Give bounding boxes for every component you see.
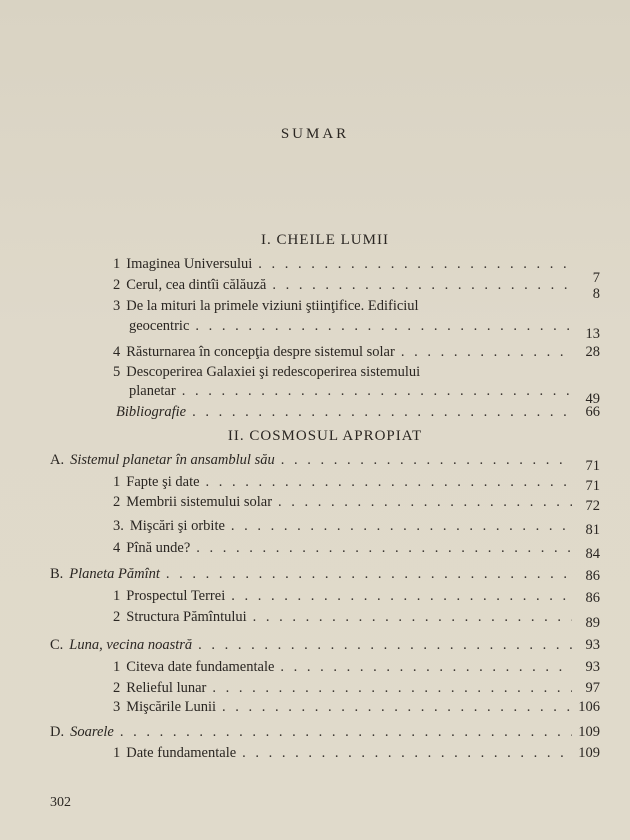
entry-number: 3	[113, 298, 121, 314]
toc-group-b	[50, 566, 600, 582]
toc-entry	[113, 699, 600, 715]
leader-dots	[231, 588, 572, 604]
entry-number: 1	[113, 474, 121, 490]
leader-dots	[253, 609, 572, 625]
entry-number: 1	[113, 588, 121, 604]
entry-label: Pînă unde?	[126, 540, 191, 556]
leader-dots	[278, 494, 572, 510]
entry-label: Fapte şi date	[126, 474, 200, 490]
entry-label: Membrii sistemului solar	[126, 494, 273, 510]
leader-dots	[272, 277, 572, 293]
toc-entry	[113, 745, 600, 761]
section-heading-part1: I. CHEILE LUMII	[261, 232, 389, 248]
entry-page: 93	[585, 659, 600, 675]
toc-group-a	[50, 452, 600, 474]
entry-page: 49	[585, 391, 600, 407]
entry-label: Cerul, cea dintîi călăuză	[126, 277, 267, 293]
toc-entry	[113, 588, 600, 604]
entry-number: 2	[113, 680, 121, 696]
entry-label: Mişcări şi orbite	[129, 518, 225, 534]
group-letter: D.	[50, 724, 65, 740]
toc-entry-continuation	[129, 318, 600, 342]
toc-entry	[113, 474, 600, 494]
leader-dots	[242, 745, 572, 761]
entry-number: 3.	[113, 518, 124, 534]
entry-label: Bibliografie	[116, 404, 187, 420]
entry-page: 81	[585, 522, 600, 538]
leader-dots	[401, 344, 572, 360]
leader-dots	[182, 383, 572, 399]
leader-dots	[198, 637, 572, 653]
entry-number: 4	[113, 540, 121, 556]
leader-dots	[231, 518, 572, 534]
entry-page: 28	[585, 344, 600, 360]
group-label: Planeta Pămînt	[69, 566, 160, 582]
entry-label: Mişcările Lunii	[126, 699, 217, 715]
toc-entry	[113, 518, 600, 538]
group-page: 86	[585, 568, 600, 584]
toc-entry	[113, 609, 600, 631]
toc-entry	[113, 298, 600, 314]
leader-dots	[166, 566, 572, 582]
entry-label: Relieful lunar	[126, 680, 207, 696]
entry-number: 2	[113, 277, 121, 293]
group-label: Soarele	[70, 724, 114, 740]
leader-dots	[280, 659, 572, 675]
entry-page: 89	[585, 615, 600, 631]
entry-label: Imaginea Universului	[126, 256, 253, 272]
entry-page: 97	[585, 680, 600, 696]
entry-number: 3	[113, 699, 121, 715]
entry-page: 106	[578, 699, 600, 715]
group-label: Sistemul planetar în ansamblul său	[70, 452, 275, 468]
entry-number: 4	[113, 344, 121, 360]
entry-page: 109	[578, 745, 600, 761]
entry-number: 2	[113, 609, 121, 625]
leader-dots	[206, 474, 572, 490]
toc-entry-continuation	[129, 383, 600, 407]
toc-entry	[113, 364, 600, 380]
toc-entry	[113, 659, 600, 675]
leader-dots	[120, 724, 572, 740]
toc-entry	[113, 540, 600, 562]
entry-label: De la mituri la primele viziuni ştiinţifice. Edificiul	[126, 298, 419, 314]
page-title: SUMAR	[280, 126, 350, 142]
entry-label: Structura Pămîntului	[126, 609, 247, 625]
entry-page: 66	[585, 404, 600, 420]
entry-label-continuation: planetar	[129, 383, 176, 399]
group-page: 93	[585, 637, 600, 653]
entry-number: 1	[113, 745, 121, 761]
entry-label: Date fundamentale	[126, 745, 237, 761]
entry-number: 1	[113, 659, 121, 675]
group-page: 109	[578, 724, 600, 740]
toc-entry	[113, 494, 600, 514]
toc-group-c	[50, 637, 600, 653]
entry-label-continuation: geocentric	[129, 318, 190, 334]
toc-entry-bibliography	[116, 404, 600, 420]
entry-number: 1	[113, 256, 121, 272]
leader-dots	[192, 404, 572, 420]
entry-number: 5	[113, 364, 121, 380]
entry-label: Descoperirea Galaxiei şi redescoperirea sistemului	[126, 364, 421, 380]
group-letter: C.	[50, 637, 64, 653]
toc-group-d	[50, 724, 600, 740]
entry-page: 8	[592, 286, 600, 302]
leader-dots	[281, 452, 572, 468]
toc-entry	[113, 277, 600, 302]
toc-entry	[113, 344, 600, 360]
group-letter: A.	[50, 452, 65, 468]
entry-label: Prospectul Terrei	[126, 588, 226, 604]
entry-number: 2	[113, 494, 121, 510]
leader-dots	[222, 699, 572, 715]
group-label: Luna, vecina noastră	[69, 637, 193, 653]
entry-page: 72	[585, 498, 600, 514]
leader-dots	[212, 680, 572, 696]
group-page: 71	[585, 458, 600, 474]
group-letter: B.	[50, 566, 64, 582]
entry-page: 13	[585, 326, 600, 342]
leader-dots	[195, 318, 572, 334]
entry-page: 71	[585, 478, 600, 494]
entry-page: 84	[585, 546, 600, 562]
leader-dots	[196, 540, 572, 556]
entry-page: 86	[585, 590, 600, 606]
entry-label: Răsturnarea în concepţia despre sistemul solar	[126, 344, 395, 360]
leader-dots	[258, 256, 572, 272]
page-number: 302	[50, 795, 71, 810]
entry-page: 7	[592, 270, 600, 286]
toc-entry	[113, 680, 600, 696]
entry-label: Citeva date fundamentale	[126, 659, 275, 675]
section-heading-part2: II. COSMOSUL APROPIAT	[227, 428, 423, 444]
